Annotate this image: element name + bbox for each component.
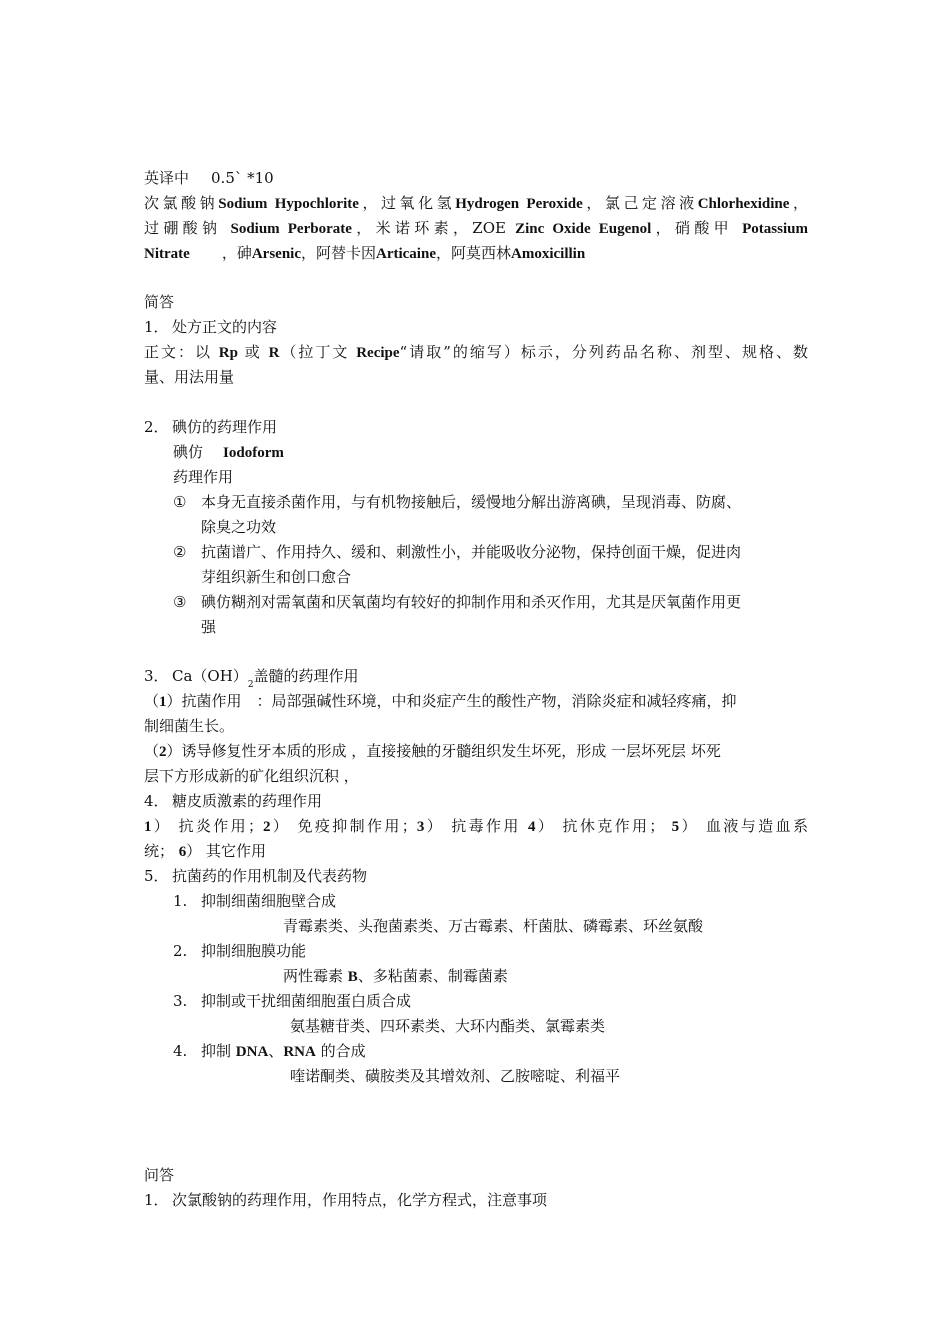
- mechanism-item-4-drugs: 喹诺酮类、磺胺类及其增效剂、乙胺嘧啶、利福平: [290, 1067, 621, 1085]
- question-1-answer-line-1: 正文：以 Rp 或 R（拉丁文 Recipe“请取”的缩写）标示，分列药品名称、剂型、规格、数: [144, 343, 808, 361]
- question-4-answer-line-2: 统； 6） 其它作用: [144, 842, 267, 860]
- iodoform-item-3: ③ 碘仿糊剂对需氧菌和厌氧菌均有较好的抑制作用和杀灭作用，尤其是厌氧菌作用更: [173, 593, 742, 611]
- question-3-point-1-line-1: （1）抗菌作用 ：局部强碱性环境，中和炎症产生的酸性产物，消除炎症和减轻疼痛，抑: [144, 692, 737, 710]
- translation-line-3: Nitrate ，砷Arsenic，阿替卡因Articaine，阿莫西林Amoxicillin: [144, 244, 586, 262]
- iodoform-item-2-cont: 芽组织新生和创口愈合: [201, 568, 352, 586]
- section-translation-heading: 英译中 0.5` *10: [144, 169, 274, 187]
- question-3-point-2-line-1: （2）诱导修复性牙本质的形成 ，直接接触的牙髓组织发生坏死，形成 一层坏死层 坏死: [144, 742, 721, 760]
- iodoform-item-1-cont: 除臭之功效: [201, 518, 277, 536]
- question-2-title: 2． 碘仿的药理作用: [144, 418, 278, 436]
- mechanism-item-3: 3. 抑制或干扰细菌细胞蛋白质合成: [173, 992, 412, 1010]
- mechanism-item-2: 2. 抑制细胞膜功能: [173, 942, 307, 960]
- question-3-point-2-line-2: 层下方形成新的矿化组织沉积 ，: [144, 767, 359, 785]
- mechanism-item-2-drugs: 两性霉素 B、多粘菌素、制霉菌素: [283, 967, 508, 985]
- question-1-answer-line-2: 量、用法用量: [144, 368, 235, 386]
- mechanism-item-1: 1. 抑制细菌细胞壁合成: [173, 892, 337, 910]
- iodoform-item-2: ② 抗菌谱广、作用持久、缓和、刺激性小，并能吸收分泌物，保持创面干燥，促进肉: [173, 543, 742, 561]
- mechanism-item-3-drugs: 氨基糖苷类、四环素类、大环内酯类、氯霉素类: [290, 1017, 606, 1035]
- mechanism-item-1-drugs: 青霉素类、头孢菌素类、万古霉素、杆菌肽、磷霉素、环丝氨酸: [283, 917, 704, 935]
- mechanism-item-4: 4. 抑制 DNA、RNA 的合成: [173, 1042, 366, 1060]
- qa-question-1: 1． 次氯酸钠的药理作用，作用特点，化学方程式，注意事项: [144, 1191, 548, 1209]
- question-4-answer-line-1: 1） 抗炎作用；2） 免疫抑制作用；3） 抗毒作用 4） 抗休克作用； 5） 血液与造血系: [144, 817, 808, 835]
- iodoform-item-3-cont: 强: [201, 618, 217, 636]
- section-short-answer-heading: 简答: [144, 293, 175, 311]
- question-1-title: 1． 处方正文的内容: [144, 318, 278, 336]
- iodoform-item-1: ① 本身无直接杀菌作用，与有机物接触后，缓慢地分解出游离碘，呈现消毒、防腐、: [173, 493, 742, 511]
- question-5-title: 5． 抗菌药的作用机制及代表药物: [144, 867, 368, 885]
- translation-line-2: 过硼酸钠 Sodium Perborate，米诺环素，ZOE Zinc Oxide Eugenol，硝酸甲 Potassium: [144, 219, 808, 237]
- pharmacology-subheading: 药理作用: [173, 468, 234, 486]
- translation-line-1: 次氯酸钠Sodium Hypochlorite，过氧化氢Hydrogen Peroxide，氯己定溶液Chlorhexidine，: [144, 194, 808, 212]
- section-qa-heading: 问答: [144, 1166, 175, 1184]
- question-4-title: 4． 糖皮质激素的药理作用: [144, 792, 323, 810]
- iodoform-name: 碘仿 Iodoform: [173, 443, 284, 461]
- question-3-title: 3． $Ca(OH)_2$盖髓的药理作用: [144, 667, 359, 690]
- question-3-point-1-line-2: 制细菌生长。: [144, 717, 235, 735]
